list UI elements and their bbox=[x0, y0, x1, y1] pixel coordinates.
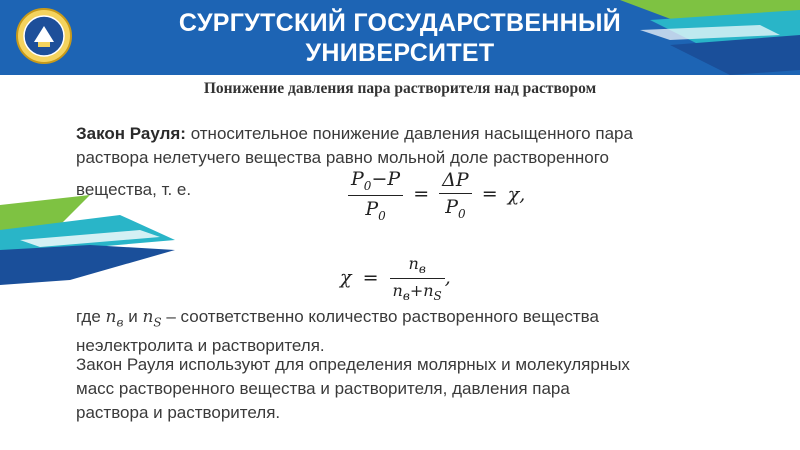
where-line2: неэлектролита и растворителя. bbox=[76, 336, 325, 356]
decorative-waves-top bbox=[580, 0, 800, 80]
application-line1: Закон Рауля используют для определения молярных и молекулярных bbox=[76, 355, 630, 374]
equation-raoult: $\frac{P_0-P}{P_0}$ = $\frac{\Delta P}{P_0}$ = χ, bbox=[348, 168, 525, 223]
para1-line2: раствора нелетучего вещества равно мольной доле растворенного bbox=[76, 148, 609, 167]
university-title-line2: УНИВЕРСИТЕТ bbox=[305, 39, 495, 67]
para1-line1: относительное понижение давления насыщенного пара bbox=[190, 124, 633, 143]
university-title-line1: СУРГУТСКИЙ ГОСУДАРСТВЕННЫЙ bbox=[178, 9, 622, 37]
application-line2: масс растворенного вещества и растворителя, давления пара bbox=[76, 379, 570, 398]
header-bar bbox=[0, 0, 800, 75]
slide-heading: Понижение давления пара растворителя над раствором bbox=[203, 80, 597, 97]
fraction-mole: $\frac{n_в}{n_в+n_S}$ bbox=[390, 254, 445, 303]
decorative-waves-left bbox=[0, 195, 175, 290]
fraction-1: $\frac{P_0-P}{P_0}$ bbox=[348, 168, 403, 223]
university-title bbox=[150, 8, 650, 68]
university-seal-icon bbox=[16, 8, 72, 64]
where-paragraph: где $n_в$ и $n_S$ – соответственно количество растворенного вещества неэлектролита и растворителя. bbox=[76, 305, 736, 358]
fraction-2: $\frac{\Delta P}{P_0}$ bbox=[439, 169, 472, 221]
para1-line3: вещества, т. е. bbox=[76, 180, 192, 199]
equation-rhs: χ, bbox=[507, 183, 526, 206]
application-paragraph bbox=[76, 353, 736, 425]
equation-mole-fraction: χ = $\frac{n_в}{n_в+n_S}$ , bbox=[340, 254, 451, 304]
application-line3: раствора и растворителя. bbox=[76, 403, 281, 422]
raoult-law-label: Закон Рауля: bbox=[76, 124, 186, 143]
